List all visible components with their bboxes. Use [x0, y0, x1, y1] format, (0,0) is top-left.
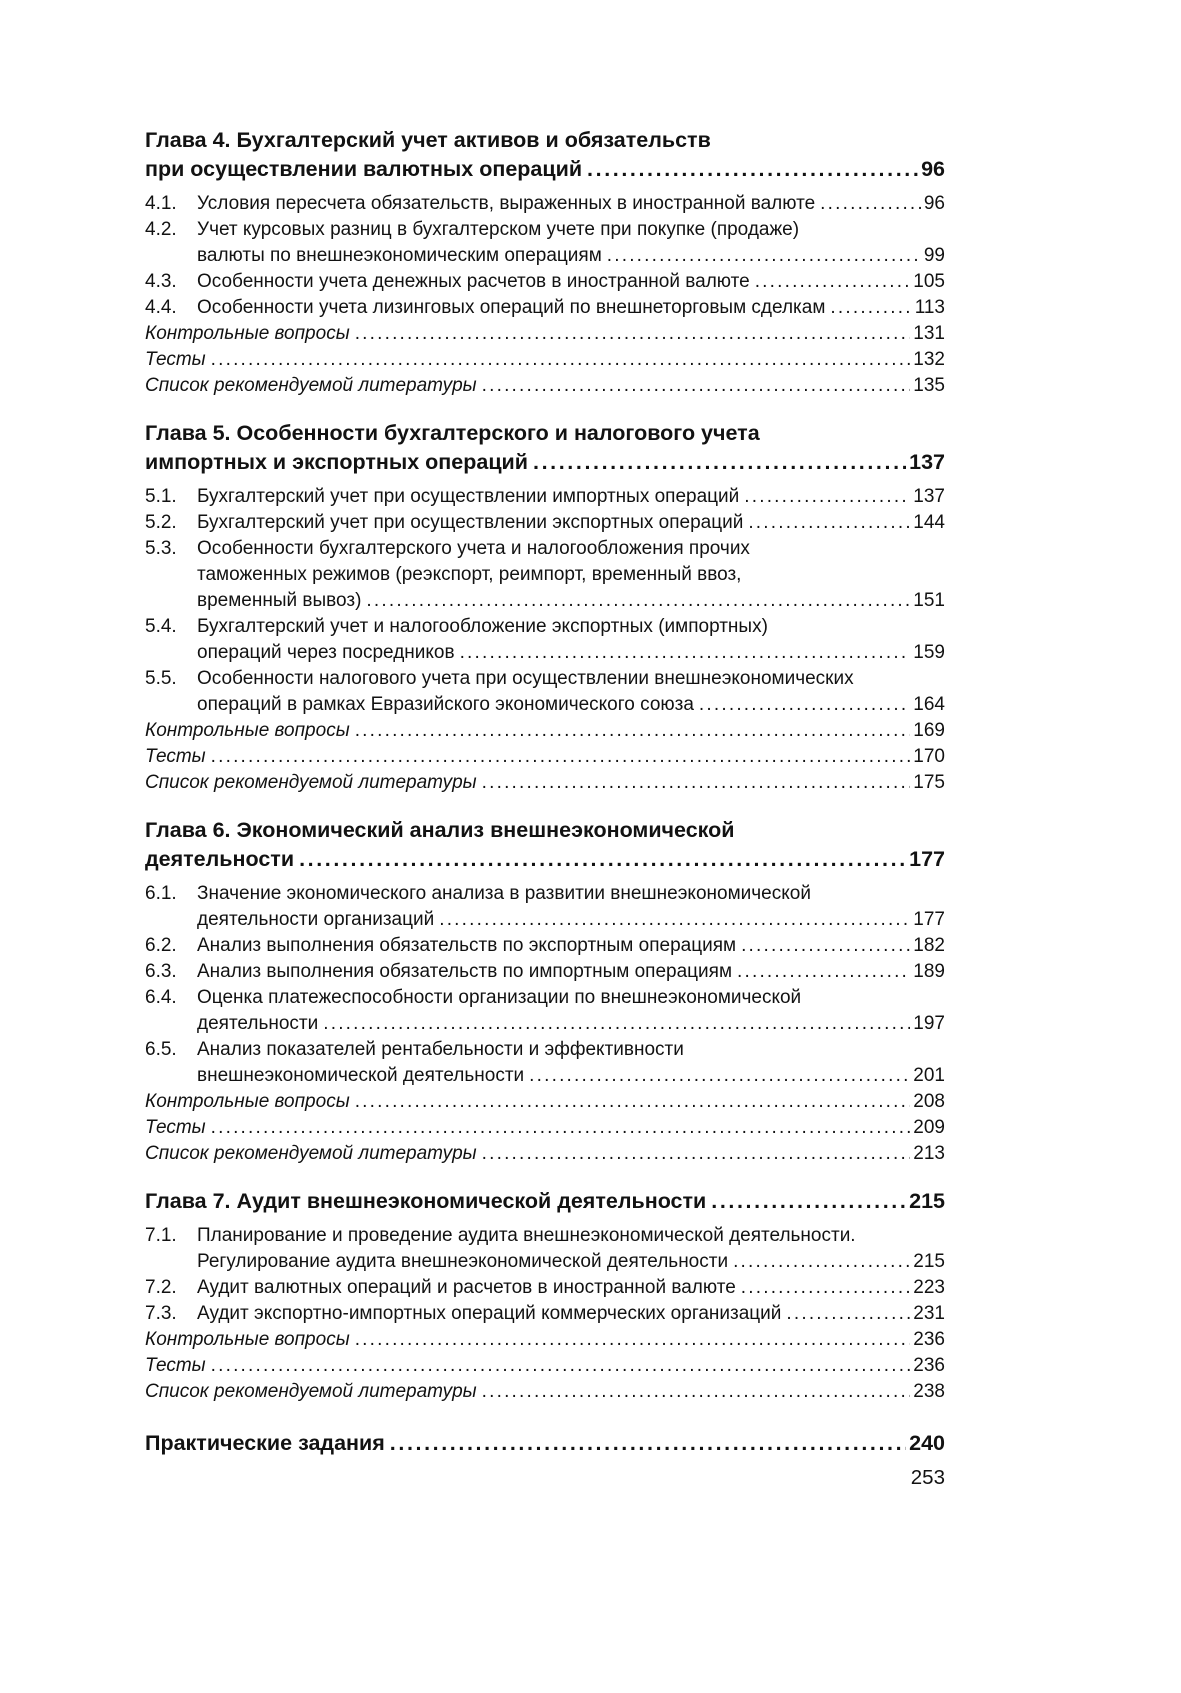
entry-text: Аудит валютных операций и расчетов в иностранной валюте: [197, 1277, 736, 1298]
toc-entry: [145, 484, 945, 510]
entry-text: Анализ выполнения обязательств по импортным операциям: [197, 961, 733, 982]
entry-text: Контрольные вопросы: [145, 1091, 350, 1112]
dot-leader: [607, 243, 921, 269]
entry-body: [145, 321, 945, 347]
entry-line: [197, 1275, 945, 1301]
entry-line: [197, 692, 945, 718]
page-ref: 209: [913, 1117, 945, 1138]
page-ref: 159: [913, 642, 945, 663]
entry-text: Глава 7. Аудит внешнеэкономической деятельности: [145, 1189, 707, 1213]
entry-body: [197, 536, 945, 614]
entry-line: [197, 588, 945, 614]
entry-body: [197, 881, 945, 933]
entry-text: Бухгалтерский учет и налогообложение экспортных (импортных): [197, 616, 768, 637]
dot-leader: [820, 191, 921, 217]
entry-number: 4.2.: [145, 219, 177, 240]
entry-line: [145, 155, 945, 184]
entry-line: [145, 373, 945, 399]
page-ref: 236: [913, 1355, 945, 1376]
page-ref: 197: [913, 1013, 945, 1034]
toc-entry: [145, 770, 945, 796]
entry-text: Тесты: [145, 1355, 206, 1376]
dot-leader: [482, 1141, 911, 1167]
entry-text: Список рекомендуемой литературы: [145, 1381, 477, 1402]
entry-body: [145, 1089, 945, 1115]
entry-body: [145, 1327, 945, 1353]
toc-entry: [145, 295, 945, 321]
entry-body: [197, 1301, 945, 1327]
entry-body: [145, 419, 945, 477]
page-ref: 131: [913, 323, 945, 344]
entry-number: 4.4.: [145, 297, 177, 318]
dot-leader: [299, 845, 906, 874]
page-ref: 213: [913, 1143, 945, 1164]
toc-entry: [145, 536, 945, 614]
entry-line: [197, 510, 945, 536]
entry-line: [197, 484, 945, 510]
entry-text: Анализ показателей рентабельности и эффективности: [197, 1039, 684, 1060]
page-ref: 231: [913, 1303, 945, 1324]
dot-leader: [755, 269, 911, 295]
entry-body: [197, 1037, 945, 1089]
toc-entry: [145, 1275, 945, 1301]
dot-leader: [748, 510, 910, 536]
entry-body: [197, 959, 945, 985]
page-ref: 113: [914, 297, 945, 318]
entry-line: [197, 1037, 945, 1063]
dot-leader: [482, 1379, 911, 1405]
page-ref: 144: [913, 512, 945, 533]
page-ref: 99: [923, 245, 945, 266]
page-ref: 240: [909, 1431, 945, 1455]
entry-body: [145, 816, 945, 874]
entry-text: операций через посредников: [197, 642, 455, 663]
entry-text: Особенности бухгалтерского учета и налогообложения прочих: [197, 538, 750, 559]
entry-number: 5.3.: [145, 538, 177, 559]
dot-leader: [211, 1115, 911, 1141]
page-ref: 182: [913, 935, 945, 956]
entry-text: Оценка платежеспособности организации по внешнеэкономической: [197, 987, 802, 1008]
entry-body: [145, 1187, 945, 1216]
dot-leader: [482, 770, 911, 796]
entry-line: [145, 321, 945, 347]
entry-line: [145, 1115, 945, 1141]
entry-line: [145, 419, 945, 448]
page-ref: 96: [921, 157, 945, 181]
entry-body: [145, 1429, 945, 1458]
entry-line: [197, 614, 945, 640]
entry-line: [197, 536, 945, 562]
toc-entry: [145, 985, 945, 1037]
entry-text: Бухгалтерский учет при осуществлении экспортных операций: [197, 512, 744, 533]
dot-leader: [211, 347, 911, 373]
page-ref: 170: [913, 746, 945, 767]
entry-body: [145, 347, 945, 373]
page-ref: 189: [913, 961, 945, 982]
entry-line: [145, 448, 945, 477]
page-ref: 132: [913, 349, 945, 370]
toc-entry: [145, 1115, 945, 1141]
entry-text: валюты по внешнеэкономическим операциям: [197, 245, 602, 266]
toc-entry: [145, 1187, 945, 1216]
entry-number: 5.5.: [145, 668, 177, 689]
dot-leader: [323, 1011, 910, 1037]
toc-entry: [145, 217, 945, 269]
entry-body: [197, 510, 945, 536]
entry-text: деятельности: [197, 1013, 319, 1034]
toc-entry: [145, 816, 945, 874]
dot-leader: [733, 1249, 910, 1275]
page-ref: 169: [913, 720, 945, 741]
entry-text: Аудит экспортно-импортных операций коммерческих организаций: [197, 1303, 782, 1324]
toc-entry: [145, 1223, 945, 1275]
dot-leader: [744, 484, 910, 510]
entry-line: [197, 933, 945, 959]
entry-number: 6.1.: [145, 883, 177, 904]
dot-leader: [390, 1429, 906, 1458]
toc-entry: [145, 347, 945, 373]
entry-line: [145, 1141, 945, 1167]
entry-text: внешнеэкономической деятельности: [197, 1065, 525, 1086]
entry-line: [197, 1223, 945, 1249]
entry-line: [197, 562, 945, 588]
dot-leader: [711, 1187, 906, 1216]
dot-leader: [529, 1063, 910, 1089]
entry-body: [145, 718, 945, 744]
entry-text: Планирование и проведение аудита внешнеэкономической деятельности.: [197, 1225, 856, 1246]
entry-line: [197, 1011, 945, 1037]
entry-line: [197, 985, 945, 1011]
toc-entry: [145, 1141, 945, 1167]
page-ref: 177: [913, 909, 945, 930]
entry-body: [145, 770, 945, 796]
toc-entry: [145, 1327, 945, 1353]
entry-line: [145, 845, 945, 874]
entry-text: при осуществлении валютных операций: [145, 157, 583, 181]
toc-entry: [145, 1037, 945, 1089]
entry-text: Список рекомендуемой литературы: [145, 772, 477, 793]
entry-text: Значение экономического анализа в развитии внешнеэкономической: [197, 883, 811, 904]
entry-text: Анализ выполнения обязательств по экспортным операциям: [197, 935, 737, 956]
entry-text: деятельности: [145, 847, 295, 871]
toc-entry: [145, 373, 945, 399]
entry-body: [145, 744, 945, 770]
entry-body: [145, 1353, 945, 1379]
dot-leader: [741, 1275, 911, 1301]
toc-entry: [145, 666, 945, 718]
entry-number: 7.1.: [145, 1225, 177, 1246]
toc-entry: [145, 126, 945, 184]
dot-leader: [366, 588, 910, 614]
toc-entry: [145, 1089, 945, 1115]
dot-leader: [587, 155, 918, 184]
toc-entry: [145, 614, 945, 666]
entry-text: Контрольные вопросы: [145, 720, 350, 741]
toc-entry: [145, 1429, 945, 1458]
dot-leader: [355, 1089, 911, 1115]
toc-entry: [145, 419, 945, 477]
entry-body: [197, 985, 945, 1037]
entry-line: [197, 269, 945, 295]
entry-line: [197, 1249, 945, 1275]
entry-text: Условия пересчета обязательств, выраженных в иностранной валюте: [197, 193, 816, 214]
entry-number: 6.2.: [145, 935, 177, 956]
entry-line: [145, 1429, 945, 1458]
page-ref: 137: [909, 450, 945, 474]
entry-number: 4.3.: [145, 271, 177, 292]
page-ref: 137: [913, 486, 945, 507]
entry-body: [197, 269, 945, 295]
toc-entry: [145, 881, 945, 933]
page-ref: 215: [913, 1251, 945, 1272]
toc-entry: [145, 510, 945, 536]
entry-text: Регулирование аудита внешнеэкономической деятельности: [197, 1251, 729, 1272]
entry-line: [145, 347, 945, 373]
entry-line: [197, 243, 945, 269]
dot-leader: [830, 295, 911, 321]
table-of-contents: [145, 126, 945, 1458]
dot-leader: [355, 1327, 911, 1353]
entry-line: [145, 718, 945, 744]
page-ref: 177: [909, 847, 945, 871]
entry-body: [145, 1115, 945, 1141]
entry-text: Практические задания: [145, 1431, 385, 1455]
folio-page-number: 253: [910, 1466, 945, 1489]
dot-leader: [211, 744, 911, 770]
entry-text: деятельности организаций: [197, 909, 435, 930]
entry-number: 5.1.: [145, 486, 177, 507]
entry-text: Глава 5. Особенности бухгалтерского и налогового учета: [145, 421, 760, 445]
entry-text: импортных и экспортных операций: [145, 450, 528, 474]
entry-line: [145, 744, 945, 770]
dot-leader: [533, 448, 906, 477]
entry-body: [145, 1141, 945, 1167]
entry-text: таможенных режимов (реэкспорт, реимпорт, временный ввоз,: [197, 564, 742, 585]
entry-line: [197, 217, 945, 243]
toc-entry: [145, 1301, 945, 1327]
entry-number: 6.4.: [145, 987, 177, 1008]
dot-leader: [699, 692, 910, 718]
toc-entry: [145, 1379, 945, 1405]
entry-line: [145, 126, 945, 155]
dot-leader: [439, 907, 910, 933]
page-ref: 208: [913, 1091, 945, 1112]
entry-number: 7.2.: [145, 1277, 177, 1298]
entry-number: 6.3.: [145, 961, 177, 982]
page-ref: 236: [913, 1329, 945, 1350]
entry-line: [197, 191, 945, 217]
entry-text: операций в рамках Евразийского экономического союза: [197, 694, 694, 715]
entry-number: 4.1.: [145, 193, 177, 214]
toc-entry: [145, 933, 945, 959]
entry-number: 5.2.: [145, 512, 177, 533]
dot-leader: [786, 1301, 910, 1327]
entry-text: Тесты: [145, 349, 206, 370]
dot-leader: [211, 1353, 911, 1379]
page-ref: 135: [913, 375, 945, 396]
entry-text: Глава 4. Бухгалтерский учет активов и обязательств: [145, 128, 711, 152]
toc-entry: [145, 744, 945, 770]
page-ref: 175: [913, 772, 945, 793]
entry-body: [197, 191, 945, 217]
entry-text: Бухгалтерский учет при осуществлении импортных операций: [197, 486, 740, 507]
entry-text: Контрольные вопросы: [145, 1329, 350, 1350]
toc-entry: [145, 1353, 945, 1379]
page-ref: 105: [913, 271, 945, 292]
toc-entry: [145, 321, 945, 347]
entry-line: [197, 666, 945, 692]
entry-line: [145, 1327, 945, 1353]
page-ref: 164: [913, 694, 945, 715]
dot-leader: [355, 718, 911, 744]
entry-text: Учет курсовых разниц в бухгалтерском учете при покупке (продаже): [197, 219, 800, 240]
entry-line: [145, 1187, 945, 1216]
entry-body: [197, 614, 945, 666]
page-ref: 151: [913, 590, 945, 611]
entry-text: Особенности налогового учета при осуществлении внешнеэкономических: [197, 668, 854, 689]
entry-body: [145, 373, 945, 399]
entry-number: 5.4.: [145, 616, 177, 637]
entry-body: [197, 295, 945, 321]
entry-text: Тесты: [145, 1117, 206, 1138]
entry-text: Особенности учета денежных расчетов в иностранной валюте: [197, 271, 750, 292]
entry-line: [145, 1353, 945, 1379]
entry-body: [145, 126, 945, 184]
entry-number: 6.5.: [145, 1039, 177, 1060]
entry-body: [197, 1275, 945, 1301]
entry-line: [145, 1089, 945, 1115]
page-ref: 201: [913, 1065, 945, 1086]
page-ref: 96: [923, 193, 945, 214]
entry-number: 7.3.: [145, 1303, 177, 1324]
entry-line: [197, 959, 945, 985]
page-ref: 223: [913, 1277, 945, 1298]
toc-entry: [145, 269, 945, 295]
entry-body: [197, 1223, 945, 1275]
entry-body: [197, 666, 945, 718]
dot-leader: [737, 959, 910, 985]
entry-text: Особенности учета лизинговых операций по внешнеторговым сделкам: [197, 297, 826, 318]
toc-entry: [145, 718, 945, 744]
entry-line: [197, 1301, 945, 1327]
entry-line: [197, 640, 945, 666]
toc-entry: [145, 959, 945, 985]
dot-leader: [460, 640, 911, 666]
entry-text: Список рекомендуемой литературы: [145, 1143, 477, 1164]
entry-body: [197, 484, 945, 510]
toc-entry: [145, 191, 945, 217]
entry-text: временный вывоз): [197, 590, 362, 611]
dot-leader: [741, 933, 910, 959]
entry-line: [145, 816, 945, 845]
dot-leader: [482, 373, 911, 399]
entry-body: [197, 217, 945, 269]
page-ref: 215: [909, 1189, 945, 1213]
entry-line: [197, 907, 945, 933]
entry-text: Глава 6. Экономический анализ внешнеэкономической: [145, 818, 735, 842]
entry-line: [197, 295, 945, 321]
entry-line: [145, 770, 945, 796]
entry-text: Контрольные вопросы: [145, 323, 350, 344]
entry-body: [145, 1379, 945, 1405]
entry-text: Список рекомендуемой литературы: [145, 375, 477, 396]
dot-leader: [355, 321, 911, 347]
entry-line: [197, 1063, 945, 1089]
entry-line: [197, 881, 945, 907]
entry-text: Тесты: [145, 746, 206, 767]
entry-body: [197, 933, 945, 959]
entry-line: [145, 1379, 945, 1405]
page-ref: 238: [913, 1381, 945, 1402]
